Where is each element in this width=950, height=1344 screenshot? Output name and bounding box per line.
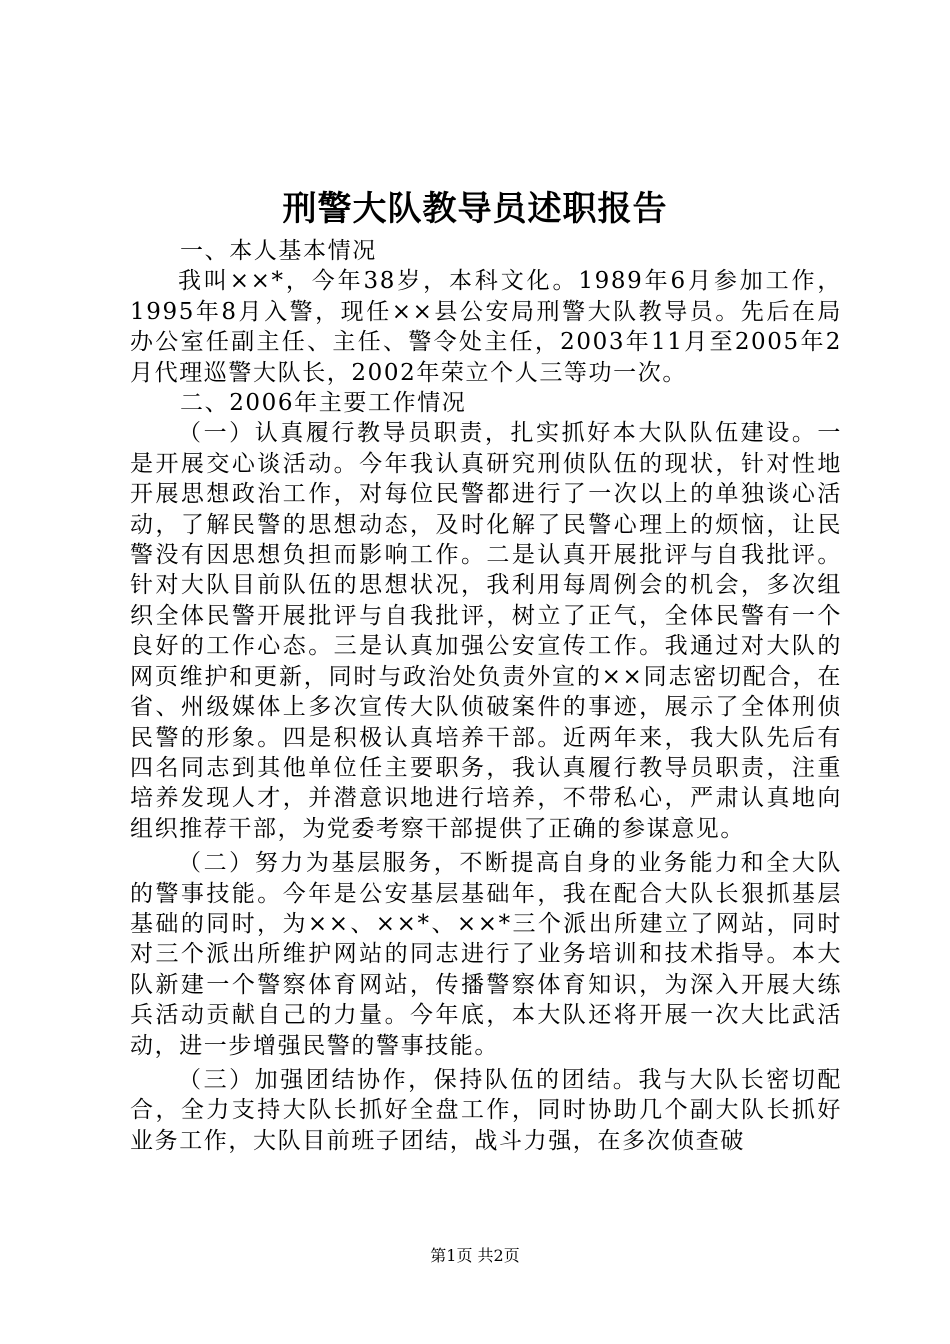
paragraph-basic-info: 我叫××*，今年38岁，本科文化。1989年6月参加工作，1995年8月入警，现任××县公安局刑警大队教导员。先后在局办公室任副主任、主任、警令处主任，2003年11月至2005年2月代理巡警大队长，2002年荣立个人三等功一次。: [130, 268, 842, 386]
section-heading-2: 二、2006年主要工作情况: [180, 390, 467, 417]
section-heading-1: 一、本人基本情况: [180, 238, 377, 264]
paragraph-part-1: （一）认真履行教导员职责，扎实抓好本大队队伍建设。一是开展交心谈活动。今年我认真研究刑侦队伍的现状，针对性地开展思想政治工作，对每位民警都进行了一次以上的单独谈心活动，了解民警的思想动态，及时化解了民警心理上的烦恼，让民警没有因思想负担而影响工作。二是认真开展批评与自我批评。针对大队目前队伍的思想状况，我利用每周例会的机会，多次组织全体民警开展批评与自我批评，树立了正气，全体民警有一个良好的工作心态。三是认真加强公安宣传工作。我通过对大队的网页维护和更新，同时与政治处负责外宣的××同志密切配合，在省、州级媒体上多次宣传大队侦破案件的事迹，展示了全体刑侦民警的形象。四是积极认真培养干部。近两年来，我大队先后有四名同志到其他单位任主要职务，我认真履行教导员职责，注重培养发现人才，并潜意识地进行培养，不带私心，严肃认真地向组织推荐干部，为党委考察干部提供了正确的参谋意见。: [130, 420, 842, 842]
document-body: [130, 236, 842, 1156]
page-footer: 第1页 共2页: [430, 1246, 520, 1265]
paragraph-part-2: （二）努力为基层服务，不断提高自身的业务能力和全大队的警事技能。今年是公安基层基础年，我在配合大队长狠抓基层基础的同时，为××、××*、××*三个派出所建立了网站，同时对三个派出所维护网站的同志进行了业务培训和技术指导。本大队新建一个警察体育网站，传播警察体育知识，为深入开展大练兵活动贡献自己的力量。今年底，本大队还将开展一次大比武活动，进一步增强民警的警事技能。: [130, 850, 842, 1059]
document-title: 刑警大队教导员述职报告: [282, 189, 668, 229]
paragraph-part-3: （三）加强团结协作，保持队伍的团结。我与大队长密切配合，全力支持大队长抓好全盘工作，同时协助几个副大队长抓好业务工作，大队目前班子团结，战斗力强，在多次侦查破: [130, 1066, 842, 1154]
